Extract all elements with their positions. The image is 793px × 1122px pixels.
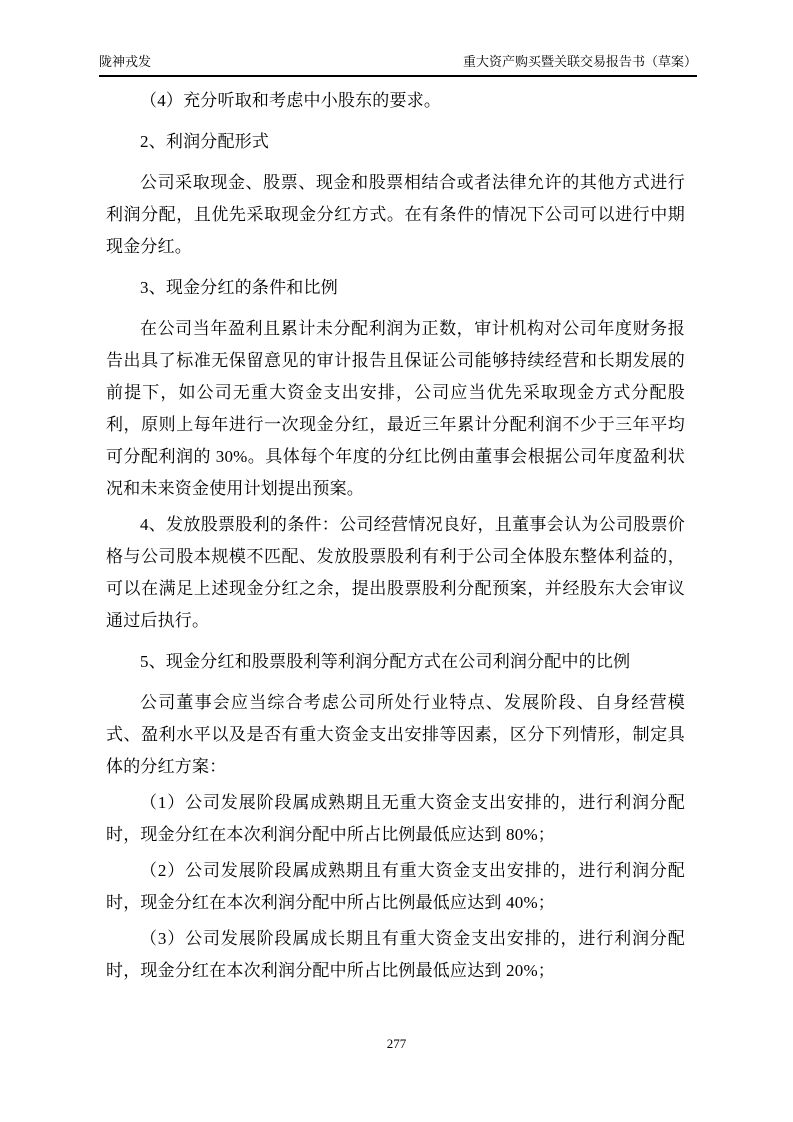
paragraph-item-4: （4）充分听取和考虑中小股东的要求。 bbox=[140, 91, 442, 110]
section-heading-2: 2、利润分配形式 bbox=[140, 132, 270, 151]
paragraph-case-1-mature-no-major-spending: （1）公司发展阶段属成熟期且无重大资金支出安排的，进行利润分配时，现金分红在本次利润分配中所占比例最低应达到 80%； bbox=[106, 793, 685, 844]
section-heading-3: 3、现金分红的条件和比例 bbox=[140, 278, 338, 297]
page-header bbox=[99, 54, 697, 77]
paragraph-case-3-growth-major-spending: （3）公司发展阶段属成长期且有重大资金支出安排的，进行利润分配时，现金分红在本次利润分配中所占比例最低应达到 20%； bbox=[106, 929, 685, 980]
paragraph-board-considerations: 公司董事会应当综合考虑公司所处行业特点、发展阶段、自身经营模式、盈利水平以及是否有重大资金支出安排等因素，区分下列情形，制定具体的分红方案： bbox=[106, 693, 685, 776]
header-company-name: 陇神戎发 bbox=[99, 54, 152, 69]
paragraph-stock-dividend-conditions: 4、发放股票股利的条件：公司经营情况良好，且董事会认为公司股票价格与公司股本规模不匹配、发放股票股利有利于公司全体股东整体利益的，可以在满足上述现金分红之余，提出股票股利分配预案，并经股东大会审议通过后执行。 bbox=[106, 515, 685, 630]
page-number: 277 bbox=[386, 1036, 407, 1051]
header-report-title: 重大资产购买暨关联交易报告书（草案） bbox=[462, 54, 697, 69]
paragraph-case-2-mature-major-spending: （2）公司发展阶段属成熟期且有重大资金支出安排的，进行利润分配时，现金分红在本次利润分配中所占比例最低应达到 40%； bbox=[106, 861, 685, 912]
document-body bbox=[106, 85, 685, 991]
paragraph-cash-dividend-conditions: 在公司当年盈利且累计未分配利润为正数，审计机构对公司年度财务报告出具了标准无保留意见的审计报告且保证公司能够持续经营和长期发展的前提下，如公司无重大资金支出安排，公司应当优先采取现金方式分配股利，原则上每年进行一次现金分红，最近三年累计分配利润不少于三年平均可分配利润的 30%。具体每个年度的分红比例由董事会根据公司年度盈利状况和未来资金使用计划提出预案。 bbox=[106, 319, 685, 498]
page-footer bbox=[0, 1036, 793, 1052]
paragraph-profit-distribution-form: 公司采取现金、股票、现金和股票相结合或者法律允许的其他方式进行利润分配，且优先采取现金分红方式。在有条件的情况下公司可以进行中期现金分红。 bbox=[106, 173, 685, 256]
section-heading-5: 5、现金分红和股票股利等利润分配方式在公司利润分配中的比例 bbox=[140, 652, 631, 671]
